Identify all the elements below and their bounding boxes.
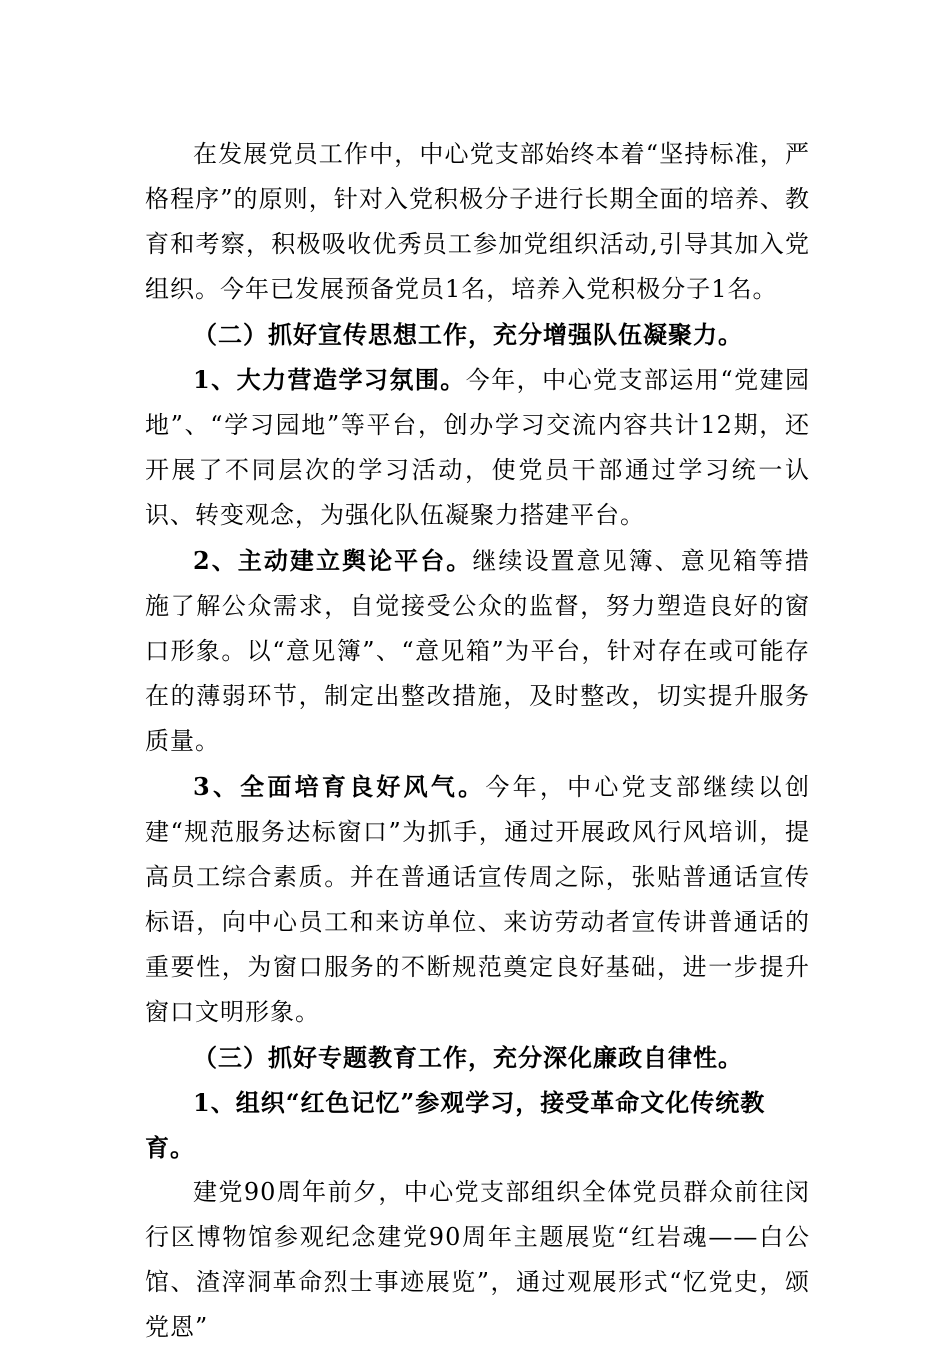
item-3-good-atmosphere bbox=[145, 764, 810, 1035]
section-3-item-1-title: 1、组织“红色记忆”参观学习，接受革命文化传统教育。 bbox=[145, 1088, 766, 1162]
document-page bbox=[145, 132, 810, 1350]
section-heading-2: （二）抓好宣传思想工作，充分增强队伍凝聚力。 bbox=[193, 320, 743, 349]
item-2-body: 继续设置意见簿、意见箱等措施了解公众需求，自觉接受公众的监督，努力塑造良好的窗口形象。以“意见簿”、“意见箱”为平台，针对存在或可能存在的薄弱环节，制定出整改措施，及时整改，切实提升服务质量。 bbox=[145, 547, 811, 755]
item-1-body: 今年，中心党支部运用“党建园地”、“学习园地”等平台，创办学习交流内容共计12期，还开展了不同层次的学习活动，使党员干部通过学习统一认识、转变观念，为强化队伍凝聚力搭建平台。 bbox=[145, 366, 810, 529]
item-2-title: 2、主动建立舆论平台。 bbox=[193, 546, 473, 575]
item-3-title: 3、全面培育良好风气。 bbox=[193, 772, 486, 801]
paragraph-party-development: 在发展党员工作中，中心党支部始终本着“坚持标准，严格程序”的原则，针对入党积极分子进行长期全面的培养、教育和考察，积极吸收优秀员工参加党组织活动,引导其加入党组织。今年已发展预备党员1名，培养入党积极分子1名。 bbox=[145, 140, 810, 303]
section-heading-3: （三）抓好专题教育工作，充分深化廉政自律性。 bbox=[193, 1043, 743, 1072]
item-1-study-atmosphere bbox=[145, 357, 810, 538]
item-3-body: 今年，中心党支部继续以创建“规范服务达标窗口”为抓手，通过开展政风行风培训，提高员工综合素质。并在普通话宣传周之际，张贴普通话宣传标语，向中心员工和来访单位、来访劳动者宣传讲普通话的重要性，为窗口服务的不断规范奠定良好基础，进一步提升窗口文明形象。 bbox=[145, 773, 811, 1026]
item-2-opinion-platform bbox=[145, 538, 810, 764]
paragraph-90th-anniversary: 建党90周年前夕，中心党支部组织全体党员群众前往闵行区博物馆参观纪念建党90周年主题展览“红岩魂——白公馆、渣滓洞革命烈士事迹展览”，通过观展形式“忆党史，颂党恩” bbox=[145, 1178, 810, 1341]
item-1-title: 1、大力营造学习氛围。 bbox=[193, 365, 466, 394]
